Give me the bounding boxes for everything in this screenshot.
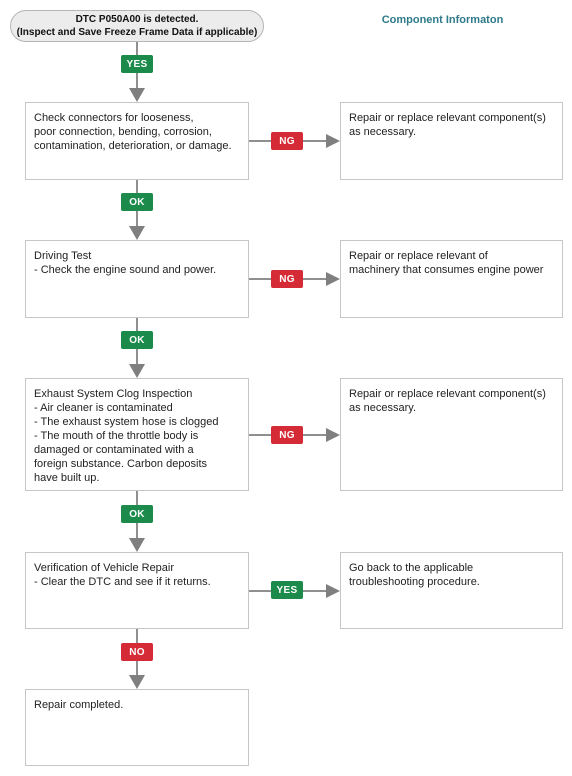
result-repair-component — [340, 102, 563, 180]
result-text: as necessary. — [349, 126, 417, 138]
step-text: - The exhaust system hose is clogged — [34, 416, 219, 428]
result-text: troubleshooting procedure. — [349, 576, 480, 588]
ok-badge: OK — [121, 505, 153, 523]
step-text: - Clear the DTC and see if it returns. — [34, 576, 211, 588]
step-verification-of-repair — [25, 552, 249, 629]
arrow-right-icon — [326, 428, 340, 442]
ng-badge: NG — [271, 270, 303, 288]
step-text: - Air cleaner is contaminated — [34, 402, 173, 414]
step-text: Driving Test — [34, 250, 92, 262]
ok-badge: OK — [121, 331, 153, 349]
no-badge: NO — [121, 643, 153, 661]
arrow-right-icon — [326, 584, 340, 598]
step-text: damaged or contaminated with a — [34, 444, 194, 456]
step-repair-completed — [25, 689, 249, 766]
arrow-right-icon — [326, 134, 340, 148]
result-repair-machinery — [340, 240, 563, 318]
arrow-down-icon — [129, 226, 145, 240]
ok-badge: OK — [121, 193, 153, 211]
step-text: Verification of Vehicle Repair — [34, 562, 175, 574]
start-node — [10, 10, 264, 42]
start-subtitle: (Inspect and Save Freeze Frame Data if applicable) — [16, 27, 258, 38]
result-text: Repair or replace relevant component(s) — [349, 388, 546, 400]
yes-badge: YES — [121, 55, 153, 73]
arrow-down-icon — [129, 364, 145, 378]
step-driving-test — [25, 240, 249, 318]
step-check-connectors — [25, 102, 249, 180]
yes-badge: YES — [271, 581, 303, 599]
arrow-down-icon — [129, 675, 145, 689]
step-text: Exhaust System Clog Inspection — [34, 388, 193, 400]
step-text: poor connection, bending, corrosion, — [34, 126, 212, 138]
step-text: - The mouth of the throttle body is — [34, 430, 199, 442]
component-information-link[interactable]: Component Informaton — [381, 14, 504, 26]
arrow-right-icon — [326, 272, 340, 286]
step-exhaust-clog-inspection — [25, 378, 249, 491]
step-text: Check connectors for looseness, — [34, 112, 194, 124]
result-repair-component — [340, 378, 563, 491]
step-text: foreign substance. Carbon deposits — [34, 458, 208, 470]
result-go-back — [340, 552, 563, 629]
ng-badge: NG — [271, 426, 303, 444]
result-text: as necessary. — [349, 402, 417, 414]
step-text: contamination, deterioration, or damage. — [34, 140, 232, 152]
step-text: Repair completed. — [34, 699, 124, 711]
step-text: - Check the engine sound and power. — [34, 264, 217, 276]
arrow-down-icon — [129, 88, 145, 102]
result-text: Go back to the applicable — [349, 562, 474, 574]
ng-badge: NG — [271, 132, 303, 150]
result-text: Repair or replace relevant of — [349, 250, 488, 262]
result-text: Repair or replace relevant component(s) — [349, 112, 546, 124]
result-text: machinery that consumes engine power — [349, 264, 544, 276]
start-title: DTC P050A00 is detected. — [75, 14, 199, 25]
arrow-down-icon — [129, 538, 145, 552]
step-text: have built up. — [34, 472, 100, 484]
